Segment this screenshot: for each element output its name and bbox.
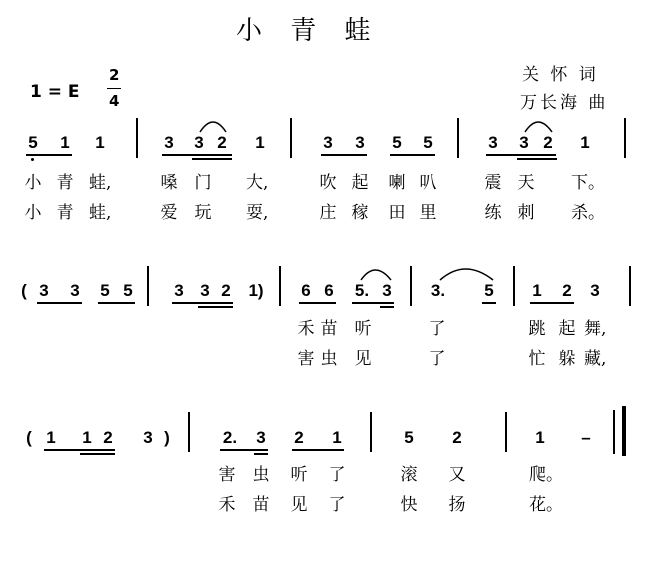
lyric: 门: [194, 173, 212, 193]
note: 1: [332, 428, 342, 447]
lyric: 叭: [419, 173, 437, 193]
note: 2: [294, 428, 304, 447]
note: 3: [70, 281, 80, 300]
key-signature: 1 = E: [30, 82, 80, 102]
lyric: 爱: [160, 203, 178, 223]
note: 3: [164, 133, 174, 152]
note: 3: [382, 281, 392, 300]
lyric: 快: [400, 495, 418, 515]
lyric: 害: [218, 465, 236, 485]
note: 1: [580, 133, 590, 152]
note: 3: [488, 133, 498, 152]
lyric: 禾: [297, 319, 315, 339]
lyric: 跳: [528, 319, 546, 339]
lyric: 扬: [448, 495, 466, 515]
lyric: 震: [484, 173, 502, 193]
note: 2: [221, 281, 231, 300]
lyricist-credit: 关 怀 词: [522, 65, 599, 85]
lyric: 小: [24, 173, 42, 193]
lyric: 听: [354, 319, 372, 339]
lyric: 躲: [558, 349, 576, 369]
note: 3: [519, 133, 529, 152]
song-title: 小 青 蛙: [236, 16, 381, 46]
note: 5: [123, 281, 133, 300]
note: 6: [324, 281, 334, 300]
note: 2: [103, 428, 113, 447]
note: 5: [484, 281, 494, 300]
lyric: 玩: [194, 203, 212, 223]
lyric: 青: [56, 173, 74, 193]
time-signature-denominator: 4: [109, 92, 120, 110]
note: 3: [323, 133, 333, 152]
note: 3: [194, 133, 204, 152]
lyric: 见: [354, 349, 372, 369]
lyric: 小: [24, 203, 42, 223]
lyric: 禾: [218, 495, 236, 515]
lyric: 起: [558, 319, 576, 339]
note: 1: [255, 133, 265, 152]
note: 5: [423, 133, 433, 152]
note: 2: [452, 428, 462, 447]
lyric: 练: [484, 203, 502, 223]
lyric: 虫: [252, 465, 270, 485]
note: 5: [100, 281, 110, 300]
paren-close: ): [164, 428, 170, 447]
lyric: 大,: [246, 173, 269, 193]
lyric: 刺: [517, 203, 535, 223]
lyric: 虫: [320, 349, 338, 369]
slur: [525, 122, 552, 132]
lyric: 稼: [351, 203, 369, 223]
note: 5: [404, 428, 414, 447]
note: 1: [46, 428, 56, 447]
lyric: 蛙,: [89, 203, 112, 223]
note: 2: [562, 281, 572, 300]
lyric: 了: [428, 319, 446, 339]
lyric: 害: [297, 349, 315, 369]
lyric: 了: [328, 495, 346, 515]
lyric: 吹: [319, 173, 337, 193]
note: 3: [39, 281, 49, 300]
lyric: 蛙,: [89, 173, 112, 193]
lyric: 田: [388, 203, 406, 223]
lyric: 嗓: [160, 173, 178, 193]
note: 5: [392, 133, 402, 152]
note: 3: [590, 281, 600, 300]
note: 1: [95, 133, 105, 152]
note: 1: [535, 428, 545, 447]
lyric: 耍,: [246, 203, 269, 223]
note: 3: [256, 428, 266, 447]
note: 5: [28, 133, 38, 152]
lyric: 忙: [528, 349, 546, 369]
note: 3: [200, 281, 210, 300]
lyric: 花。: [529, 495, 563, 515]
note: 3: [174, 281, 184, 300]
note: 1: [532, 281, 542, 300]
lyric: 听: [290, 465, 308, 485]
note: 3.: [430, 281, 446, 300]
paren-open: (: [21, 281, 27, 300]
lyric: 又: [448, 465, 466, 485]
note: 2.: [222, 428, 238, 447]
note: 1: [60, 133, 70, 152]
paren-close: 1): [248, 281, 264, 300]
lyric: 起: [351, 173, 369, 193]
lyric: 庄: [319, 203, 337, 223]
slur: [440, 269, 493, 280]
lyric: 见: [290, 495, 308, 515]
lyric: 天: [517, 173, 535, 193]
note: 3: [355, 133, 365, 152]
slur: [361, 270, 391, 280]
lyric: 滚: [400, 465, 418, 485]
note: 3: [143, 428, 153, 447]
note: 6: [301, 281, 311, 300]
lyric: 喇: [388, 173, 406, 193]
lyric: 舞,: [584, 319, 607, 339]
lyric: 藏,: [584, 349, 607, 369]
lyric: 青: [56, 203, 74, 223]
slur: [200, 122, 226, 132]
paren-open: (: [26, 428, 32, 447]
lyric: 里: [419, 203, 437, 223]
time-signature-numerator: 2: [109, 66, 120, 84]
note: 2: [217, 133, 227, 152]
lyric: 苗: [320, 319, 338, 339]
note: 5.: [354, 281, 370, 300]
lyric: 苗: [252, 495, 270, 515]
composer-credit: 万长海 曲: [520, 93, 609, 113]
lyric: 杀。: [571, 203, 605, 223]
lyric: 了: [428, 349, 446, 369]
note: 2: [543, 133, 553, 152]
lyric: 爬。: [529, 465, 563, 485]
lyric: 了: [328, 465, 346, 485]
lyric: 下。: [571, 173, 605, 193]
note: –: [581, 428, 591, 447]
note: 1: [82, 428, 92, 447]
